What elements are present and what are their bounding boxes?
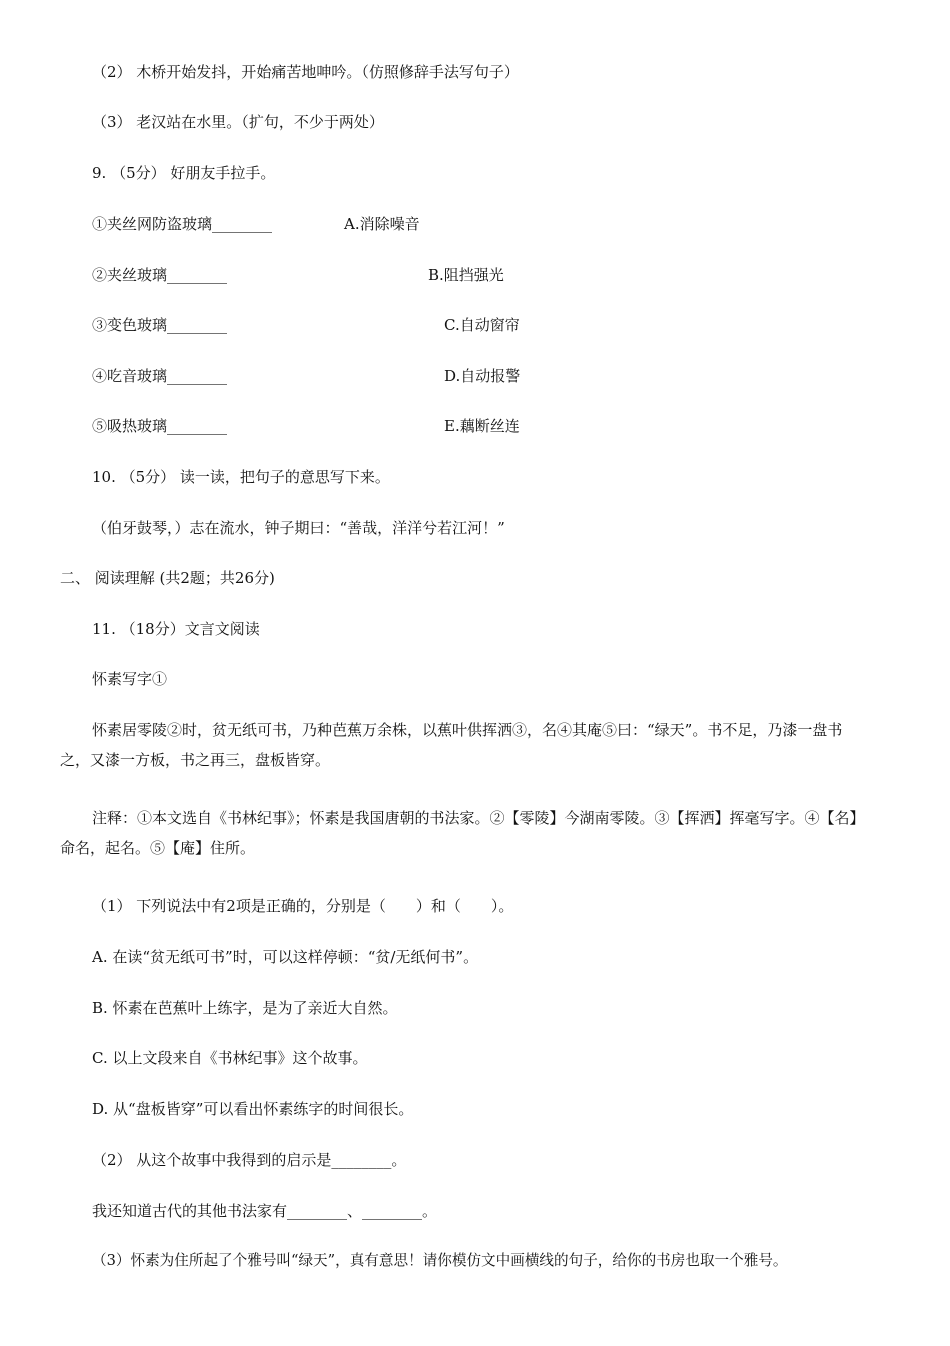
passage-text: 怀素居零陵②时，贫无纸可书，乃种芭蕉万余株，以蕉叶供挥洒③，名④其庵⑤曰：“绿天”。书不足，乃漆一盘书之，又漆一方板，书之再三，盘板皆穿。 [60, 721, 843, 769]
q11-title: 11. （18分）文言文阅读 [92, 620, 260, 638]
option-c: C. 以上文段来自《书林纪事》这个故事。 [92, 1049, 368, 1067]
q9-right-2: B.阻挡强光 [428, 266, 504, 284]
q9-left-5: ⑤吸热玻璃________ [92, 417, 228, 435]
q9-right-4: D.自动报警 [444, 367, 521, 385]
q11-part3: （3）怀素为住所起了个雅号叫“绿天”，真有意思！请你模仿文中画横线的句子，给你的书房也取一个雅号。 [92, 1252, 788, 1269]
q8-part3: （3） 老汉站在水里。（扩句，不少于两处） [92, 113, 384, 131]
option-a: A. 在读“贫无纸可书”时，可以这样停顿：“贫/无纸何书”。 [92, 948, 479, 966]
q8-part2: （2） 木桥开始发抖，开始痛苦地呻吟。（仿照修辞手法写句子） [92, 63, 519, 81]
option-b: B. 怀素在芭蕉叶上练字，是为了亲近大自然。 [92, 999, 398, 1017]
q10-text: （伯牙鼓琴，）志在流水，钟子期曰：“善哉，洋洋兮若江河！” [92, 519, 505, 537]
option-d: D. 从“盘板皆穿”可以看出怀素练字的时间很长。 [92, 1100, 414, 1118]
q9-right-5: E.藕断丝连 [444, 417, 520, 435]
q9-right-3: C.自动窗帘 [444, 316, 520, 334]
passage-notes: 注释：①本文选自《书林纪事》；怀素是我国唐朝的书法家。②【零陵】今湖南零陵。③【挥洒】挥毫写字。④【名】命名，起名。⑤【庵】住所。 [60, 809, 858, 857]
q9-title: 9. （5分） 好朋友手拉手。 [92, 164, 276, 182]
q10-title: 10. （5分） 读一读，把句子的意思写下来。 [92, 468, 390, 486]
q9-left-1: ①夹丝网防盗玻璃________ [92, 215, 273, 233]
q9-left-3: ③变色玻璃________ [92, 316, 228, 334]
q9-right-1: A.消除噪音 [344, 215, 420, 233]
q9-left-2: ②夹丝玻璃________ [92, 266, 228, 284]
section-2-heading: 二、 阅读理解 (共2题；共26分) [60, 569, 275, 587]
passage-title: 怀素写字① [92, 670, 168, 688]
q11-part2-continued: 我还知道古代的其他书法家有________、________。 [92, 1202, 438, 1220]
q11-part2: （2） 从这个故事中我得到的启示是________。 [92, 1151, 407, 1169]
q9-left-4: ④吃音玻璃________ [92, 367, 228, 385]
q11-part1: （1） 下列说法中有2项是正确的，分别是（ ）和（ ）。 [92, 897, 514, 915]
